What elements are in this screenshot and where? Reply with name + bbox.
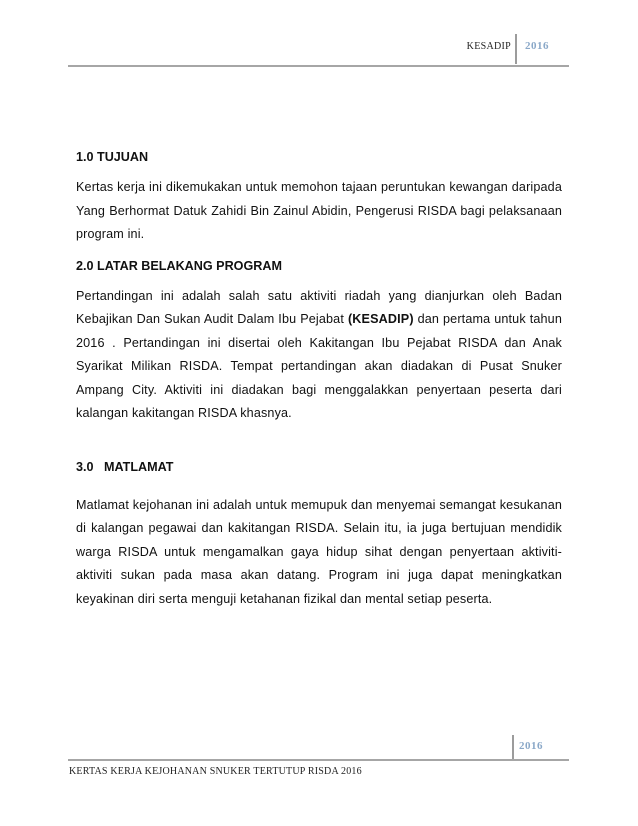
header-divider (515, 34, 517, 64)
section-body-tujuan: Kertas kerja ini dikemukakan untuk memohon tajaan peruntukan kewangan daripada Yang Berhormat Datuk Zahidi Bin Zainul Abidin, Pengerusi RISDA bagi pelaksanaan program ini. (76, 180, 562, 241)
footer-divider (512, 735, 514, 759)
header-year: 2016 (525, 40, 549, 52)
footer-rule (68, 759, 569, 761)
section-body-matlamat: Matlamat kejohanan ini adalah untuk memupuk dan menyemai semangat kesukanan di kalangan pegawai dan kakitangan RISDA. Selain itu, ia juga bertujuan mendidik warga RISDA untuk mengamalkan gaya hidup sihat dengan penyertaan aktiviti-aktiviti sukan pada masa akan datang. Program ini juga dapat meningkatkan keyakinan diri serta menguji ketahanan fizikal dan mental setiap peserta. (76, 497, 562, 606)
body-text-part: Pertandingan ini adalah salah satu aktiviti riadah yang dianjurkan oleh Badan Kebajikan Dan Sukan Audit Dalam Ibu Pejabat (76, 288, 562, 326)
section-body-latar-belakang (76, 285, 562, 426)
header-title: KESADIP (466, 41, 511, 52)
section-heading-latar-belakang: 2.0 LATAR BELAKANG PROGRAM (76, 258, 282, 273)
header-rule (68, 65, 569, 67)
document-body (76, 149, 562, 611)
section-heading-matlamat: 3.0 MATLAMAT (76, 459, 174, 474)
footer-text: KERTAS KERJA KEJOHANAN SNUKER TERTUTUP RISDA 2016 (69, 766, 362, 777)
body-text-bold: (KESADIP) (347, 312, 414, 326)
footer-year: 2016 (519, 740, 543, 752)
section-heading-tujuan: 1.0 TUJUAN (76, 150, 149, 164)
body-text-part: dan pertama untuk tahun 2016 . Pertandingan ini disertai oleh Kakitangan Ibu Pejabat RISDA dan Anak Syarikat Milikan RISDA. Tempat pertandingan akan diadakan di Pusat Snuker Ampang City. Aktiviti ini diadakan bagi menggalakkan penyertaan peserta dari kalangan kakitangan RISDA khasnya. (76, 312, 562, 420)
